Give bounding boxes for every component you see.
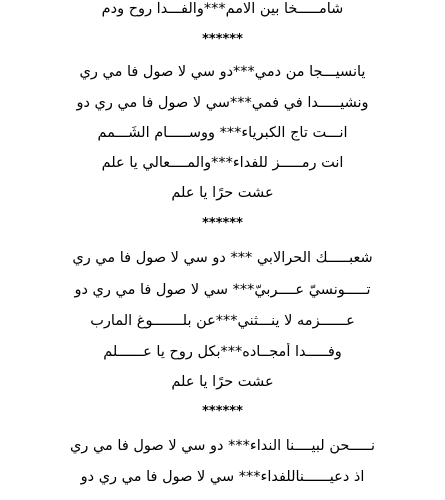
stanza-1-line-4: انت رمـــــز للفداء***والمــــعالي يا علم xyxy=(101,155,344,171)
separator-1: ****** xyxy=(202,32,243,47)
stanza-1-line-3: انـــت تاج الكبرياء*** ووســـــام الشَـــمم xyxy=(97,125,348,141)
separator-3: ****** xyxy=(202,404,243,419)
stanza-2-line-3: عــــــزمه لا ينـــثني***عن بلـــــــوغ المارب xyxy=(90,313,355,329)
stanza-2-line-4: وفـــــدا أمجــاده***بكل روح يا عــــــلم xyxy=(103,344,342,360)
stanza-3-line-1: نـــــحن لبيــــنا النداء*** دو سي لا صول فا مي ري xyxy=(70,438,375,454)
intro-line-1: شامـــــخا بين الامم***والفـــدا روح ودم xyxy=(101,1,344,17)
stanza-1-line-2: ونشيـــــدا في فمي***سي لا صول فا مي ري دو xyxy=(76,95,369,111)
stanza-3-line-2: اذ دعيــــــناللفداء*** سي لا صول فا مي ري دو xyxy=(80,469,365,485)
stanza-1-line-5: عشت حرًا يا علم xyxy=(171,185,274,201)
separator-2: ****** xyxy=(202,216,243,231)
stanza-2-line-2: تـــــونسيّ عــــربيّ*** سي لا صول فا مي ري دو xyxy=(74,282,371,298)
stanza-1-line-1: يانسيـــجا من دمي***دو سي لا صول فا مي ري xyxy=(79,64,366,80)
stanza-2-line-5: عشت حرًا يا علم xyxy=(171,374,274,390)
stanza-2-line-1: شعبـــــك الحرالابي *** دو سي لا صول فا مي ري xyxy=(72,250,373,266)
